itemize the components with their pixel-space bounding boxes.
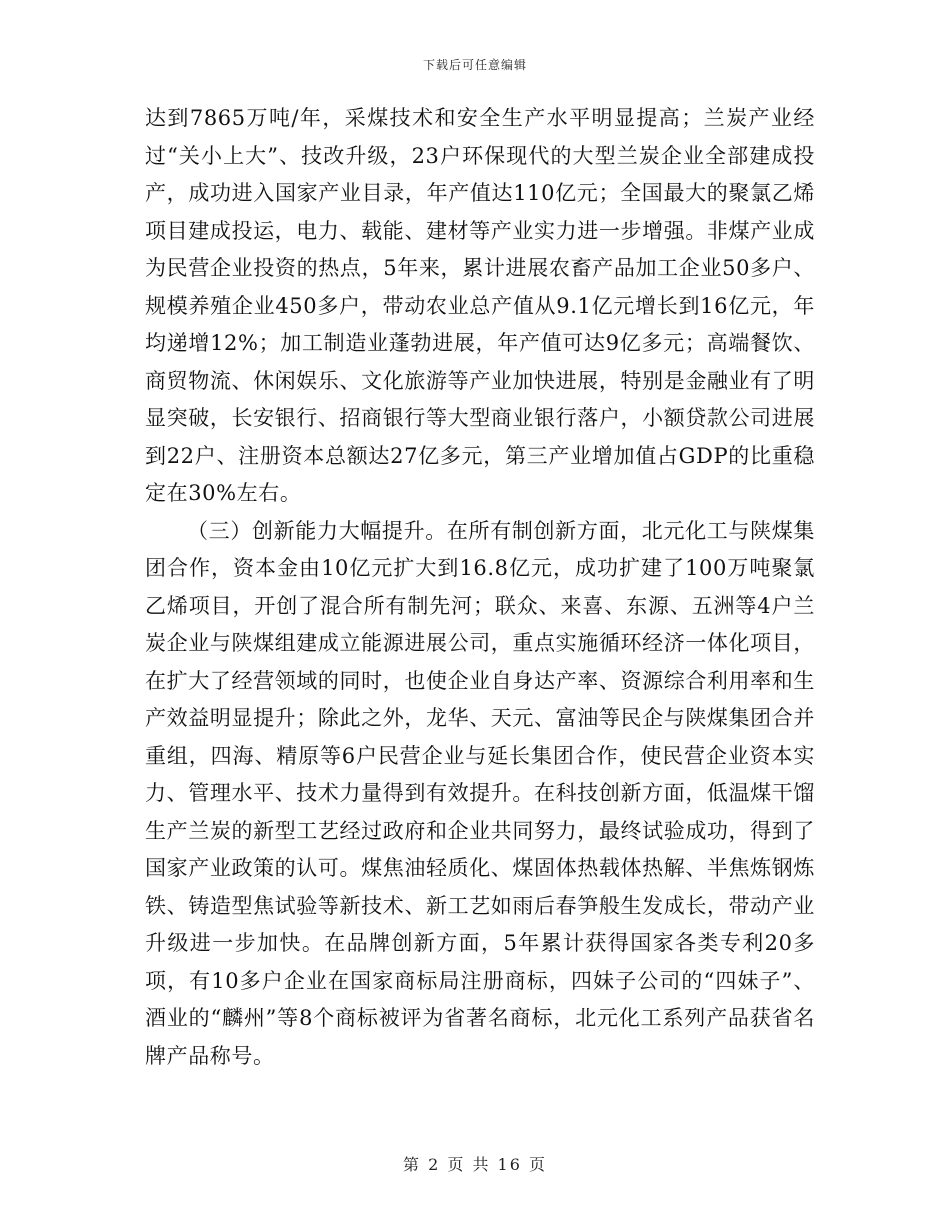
page-number-footer: 第 2 页 共 16 页 [403,1155,547,1174]
paragraph-innovation: （三）创新能力大幅提升。在所有制创新方面，北元化工与陕煤集团合作，资本金由10亿元扩大到16.8亿元，成功扩建了100万吨聚氯乙烯项目，开创了混合所有制先河；联众、来喜、东源、五洲等4户兰炭企业与陕煤组建成立能源进展公司，重点实施循环经济一体化项目，在扩大了经营领域的同时，也使企业自身达产率、资源综合利用率和生产效益明显提升；除此之外，龙华、天元、富油等民企与陕煤集团合并重组，四海、精原等6户民营企业与延长集团合作，使民营企业资本实力、管理水平、技术力量得到有效提升。在科技创新方面，低温煤干馏生产兰炭的新型工艺经过政府和企业共同努力，最终试验成功，得到了国家产业政策的认可。煤焦油轻质化、煤固体热载体热解、半焦炼钢炼铁、铸造型焦试验等新技术、新工艺如雨后春笋般生发成长，带动产业升级进一步加快。在品牌创新方面，5年累计获得国家各类专利20多项，有10多户企业在国家商标局注册商标，四妹子公司的“四妹子”、酒业的“麟州”等8个商标被评为省著名商标，北元化工系列产品获省名牌产品称号。 [145,518,815,1068]
page-header: 下载后可任意编辑 [422,58,527,72]
document-body [145,100,815,1075]
paragraph-continued: 达到7865万吨/年，采煤技术和安全生产水平明显提高；兰炭产业经过“关小上大”、技改升级，23户环保现代的大型兰炭企业全部建成投产，成功进入国家产业目录，年产值达110亿元；全国最大的聚氯乙烯项目建成投运，电力、载能、建材等产业实力进一步增强。非煤产业成为民营企业投资的热点，5年来，累计进展农畜产品加工企业50多户、规模养殖企业450多户，带动农业总产值从9.1亿元增长到16亿元，年均递增12%；加工制造业蓬勃进展，年产值可达9亿多元；高端餐饮、商贸物流、休闲娱乐、文化旅游等产业加快进展，特别是金融业有了明显突破，长安银行、招商银行等大型商业银行落户，小额贷款公司进展到22户、注册资本总额达27亿多元，第三产业增加值占GDP的比重稳定在30%左右。 [145,106,815,505]
